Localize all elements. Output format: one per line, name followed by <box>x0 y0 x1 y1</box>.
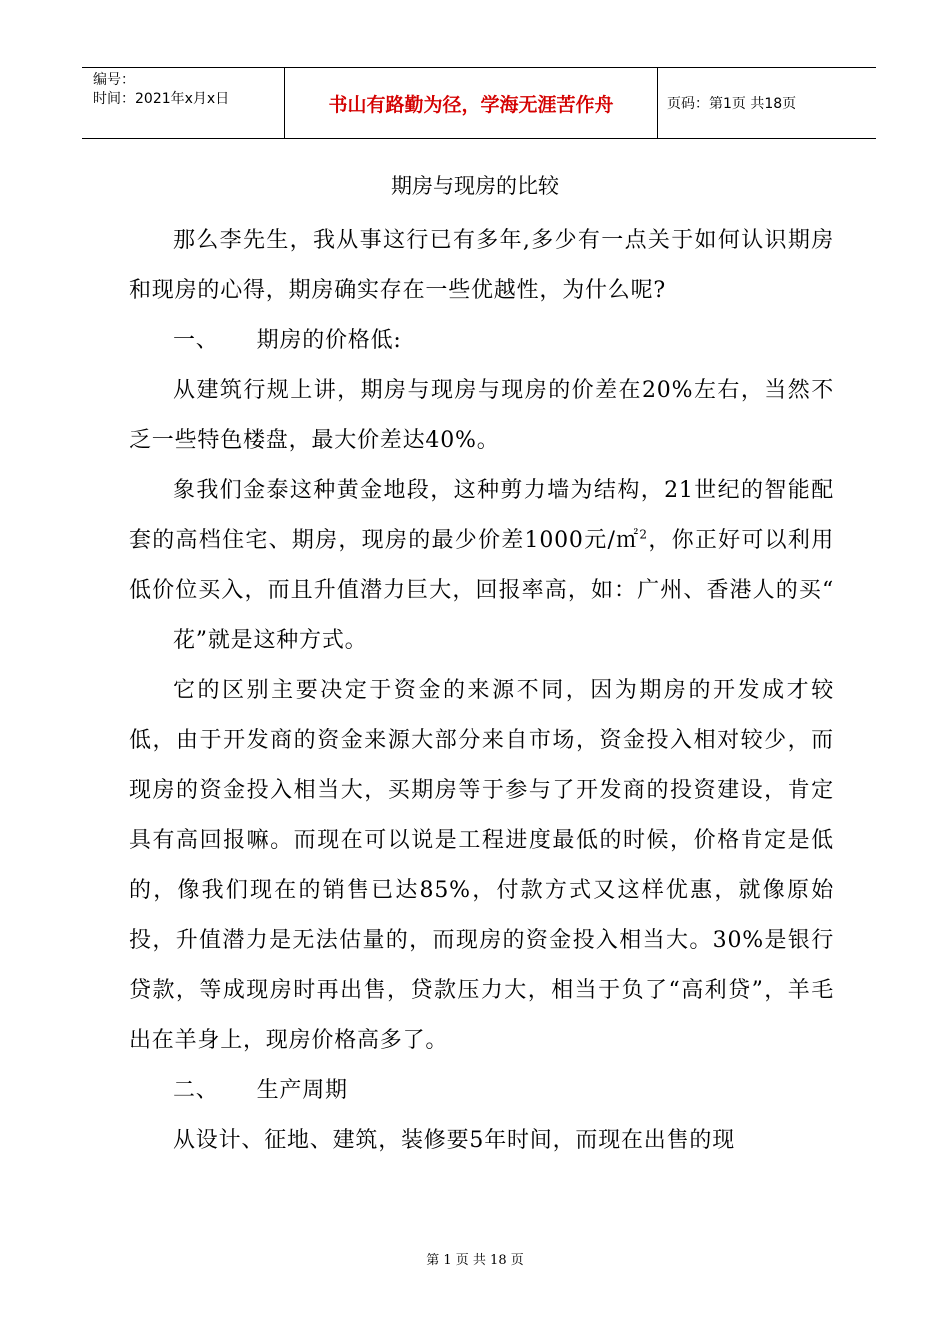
paragraph-jintai-part-a: 象我们金泰这种黄金地段，这种剪力墙为结构，21世纪的智能配套的高档住宅、期房，现房的最少价差1000元/㎡ <box>129 478 834 553</box>
time-label: 时间：2021年x月x日 <box>93 91 230 107</box>
number-label: 编号： <box>93 72 135 88</box>
superscript-2: 2 <box>639 527 648 542</box>
paragraph-jintai-part-c: 花”就是这种方式。 <box>173 628 368 653</box>
section-heading-1 <box>129 316 834 366</box>
section-number-1: 一、 <box>173 328 219 353</box>
page-footer: 第 1 页 共 18 页 <box>426 1253 524 1268</box>
section-heading-2 <box>129 1066 834 1116</box>
header-page-info: 页码：第1页 共18页 <box>667 96 797 112</box>
header-motto: 书山有路勤为径，学海无涯苦作舟 <box>285 68 658 138</box>
document-body <box>129 216 834 1166</box>
paragraph-intro: 那么李先生，我从事这行已有多年,多少有一点关于如何认识期房和现房的心得，期房确实存在一些优越性，为什么呢? <box>129 228 834 303</box>
paragraph-price-gap: 从建筑行规上讲，期房与现房与现房的价差在20%左右，当然不乏一些特色楼盘，最大价差达40%。 <box>129 378 834 453</box>
section-title-2: 生产周期 <box>256 1078 348 1103</box>
section-number-2: 二、 <box>173 1078 219 1103</box>
section-title-1: 期房的价格低: <box>256 328 402 353</box>
paragraph-funding: 它的区别主要决定于资金的来源不同，因为期房的开发成才较低，由于开发商的资金来源大部分来自市场，资金投入相对较少，而现房的资金投入相当大，买期房等于参与了开发商的投资建设，肯定具有高回报嘛。而现在可以说是工程进度最低的时候，价格肯定是低的，像我们现在的销售已达85%，付款方式又这样优惠，就像原始投，升值潜力是无法估量的，而现房的资金投入相当大。30%是银行贷款，等成现房时再出售，贷款压力大，相当于负了“高利贷”，羊毛出在羊身上，现房价格高多了。 <box>129 678 834 1053</box>
header-table <box>82 67 876 139</box>
header-meta <box>82 68 285 138</box>
paragraph-cycle: 从设计、征地、建筑，装修要5年时间，而现在出售的现 <box>173 1128 735 1153</box>
document-title: 期房与现房的比较 <box>391 174 559 198</box>
paragraph-jintai <box>129 466 834 666</box>
paragraph-jintai-part-b: ，你正好可以利用低价位买入，而且升值潜力巨大，回报率高，如：广州、香港人的买“ <box>129 528 834 603</box>
